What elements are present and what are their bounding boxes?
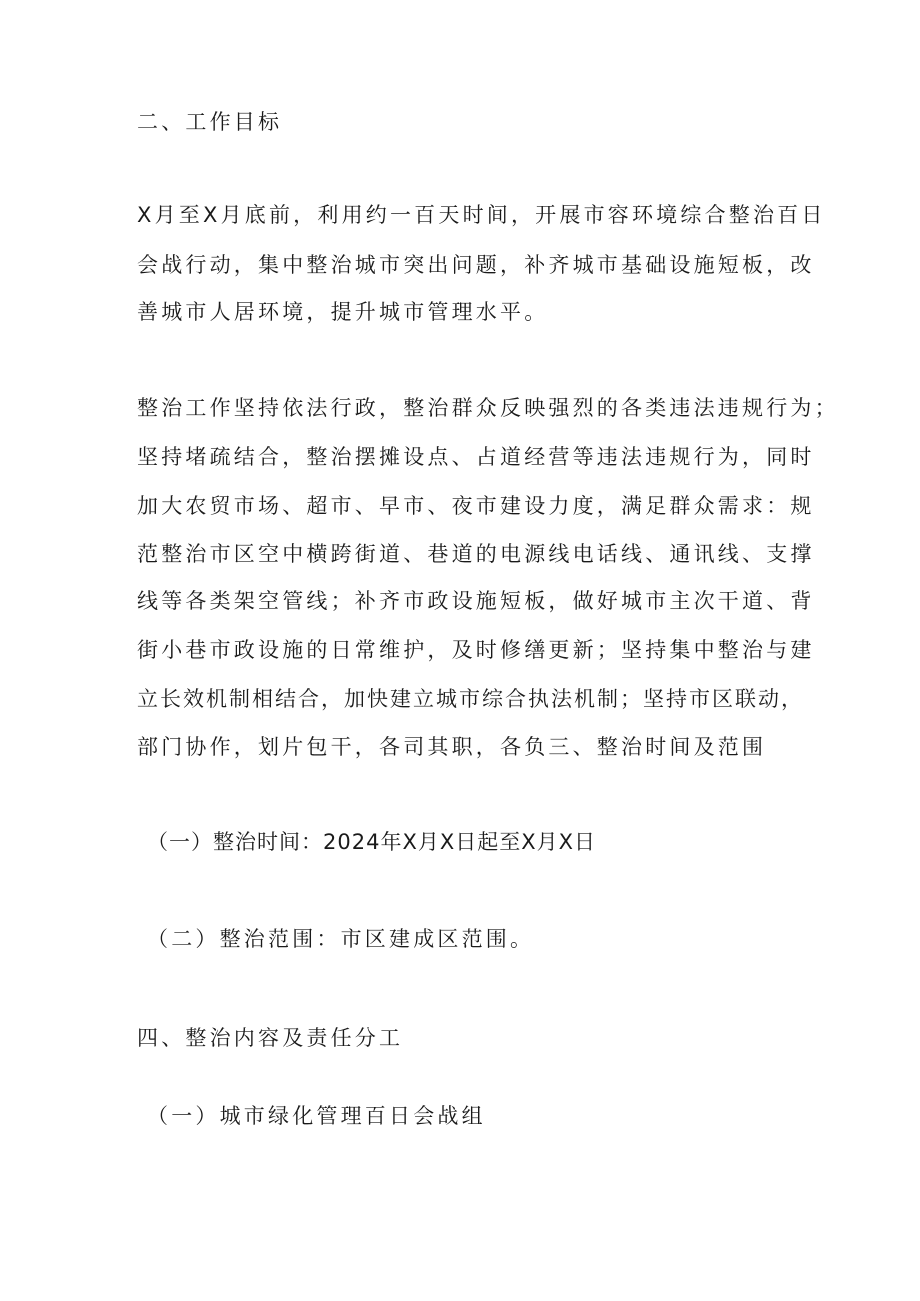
scope-item: （二）整治范围：市区建成区范围。	[147, 927, 535, 951]
principle-paragraph-line-2: 坚持堵疏结合，整治摆摊设点、占道经营等违法违规行为，同时	[137, 445, 815, 469]
goal-paragraph-line-1: X月至X月底前，利用约一百天时间，开展市容环境综合整治百日	[137, 203, 826, 227]
principle-paragraph-line-8: 部门协作，划片包干，各司其职，各负三、整治时间及范围	[137, 735, 767, 759]
section-heading-content-responsibilities: 四、整治内容及责任分工	[137, 1026, 404, 1050]
principle-paragraph-line-4: 范整治市区空中横跨街道、巷道的电源线电话线、通讯线、支撑	[137, 542, 815, 566]
sub-item-greening-group: （一）城市绿化管理百日会战组	[147, 1104, 486, 1128]
principle-paragraph-line-6: 街小巷市政设施的日常维护，及时修缮更新；坚持集中整治与建	[137, 638, 815, 662]
section-heading-work-goals: 二、工作目标	[137, 110, 283, 134]
time-item: （一）整治时间：2024年X月X日起至X月X日	[147, 830, 596, 854]
principle-paragraph-line-3: 加大农贸市场、超市、早市、夜市建设力度，满足群众需求：规	[137, 494, 815, 518]
goal-paragraph-line-3: 善城市人居环境，提升城市管理水平。	[137, 300, 549, 324]
principle-paragraph-line-1: 整治工作坚持依法行政，整治群众反映强烈的各类违法违规行为；	[137, 396, 839, 420]
principle-paragraph-line-5: 线等各类架空管线；补齐市政设施短板，做好城市主次干道、背	[137, 589, 815, 613]
goal-paragraph-line-2: 会战行动，集中整治城市突出问题，补齐城市基础设施短板，改	[137, 253, 815, 277]
principle-paragraph-line-7: 立长效机制相结合，加快建立城市综合执法机制；坚持市区联动，	[137, 687, 804, 711]
